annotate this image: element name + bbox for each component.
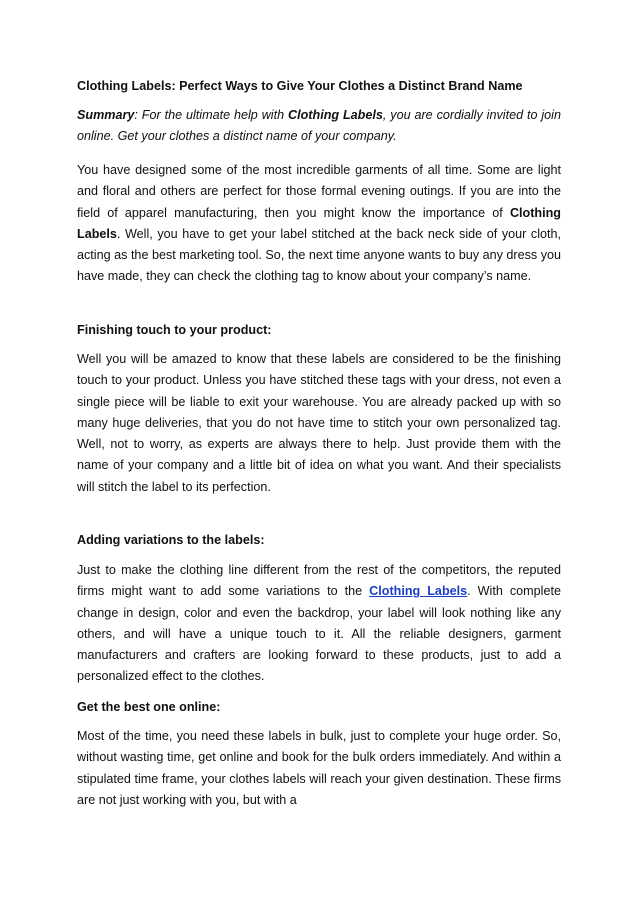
section-paragraph-get-online: Most of the time, you need these labels in bulk, just to complete your huge order. So, without wasting time, get online and book for the bulk orders immediately. And within a stipulated time frame, your clothes labels will reach your given destination. These firms are not just working with you, but with a: [77, 729, 561, 807]
summary-paragraph: [77, 105, 561, 148]
summary-text-after: , you are cordially invited to join online. Get your clothes a distinct name of your company.: [77, 108, 561, 144]
section-heading-get-online: Get the best one online:: [77, 700, 221, 714]
intro-paragraph: [77, 160, 561, 288]
variations-text-before: Just to make the clothing line different from the rest of the competitors, the reputed firms might want to add some variations to the: [77, 563, 561, 599]
intro-bold-keyword: Clothing Labels: [77, 205, 561, 241]
document-title: Clothing Labels: Perfect Ways to Give Your Clothes a Distinct Brand Name: [77, 79, 523, 93]
section-heading-variations: Adding variations to the labels:: [77, 533, 265, 547]
section-paragraph-variations: [77, 560, 561, 688]
section-heading-finishing-touch: Finishing touch to your product:: [77, 323, 272, 337]
intro-text-after: . Well, you have to get your label stitched at the back neck side of your cloth, acting as the best marketing tool. So, the next time anyone wants to buy any dress you have made, they can check the clothing tag to know about your company’s name.: [77, 226, 561, 284]
clothing-labels-link[interactable]: Clothing Labels: [369, 584, 468, 599]
summary-bold-keyword: Clothing Labels: [288, 108, 383, 122]
intro-text-before: You have designed some of the most incredible garments of all time. Some are light and floral and others are perfect for those formal evening outings. If you are into the field of apparel manufacturing, then you might know the importance of: [77, 163, 561, 220]
summary-text-before: : For the ultimate help with: [134, 108, 289, 122]
summary-label: Summary: [77, 108, 135, 122]
section-paragraph-finishing-touch: Well you will be amazed to know that these labels are considered to be the finishing touch to your product. Unless you have stitched these tags with your dress, not even a single piece will be liable to exit your warehouse. You are already packed up with so many huge deliveries, that you do not have time to stitch your own personalized tag. Well, not to worry, as experts are always there to help. Just provide them with the name of your company and a little bit of idea on what you want. And their specialists will stitch the label to its perfection.: [77, 352, 561, 494]
variations-text-after: . With complete change in design, color and even the backdrop, your label will look nothing like any others, and will have a unique touch to it. All the reliable designers, garment manufacturers and crafters are looking forward to these products, just to add a personalized effect to the clothes.: [77, 584, 561, 684]
